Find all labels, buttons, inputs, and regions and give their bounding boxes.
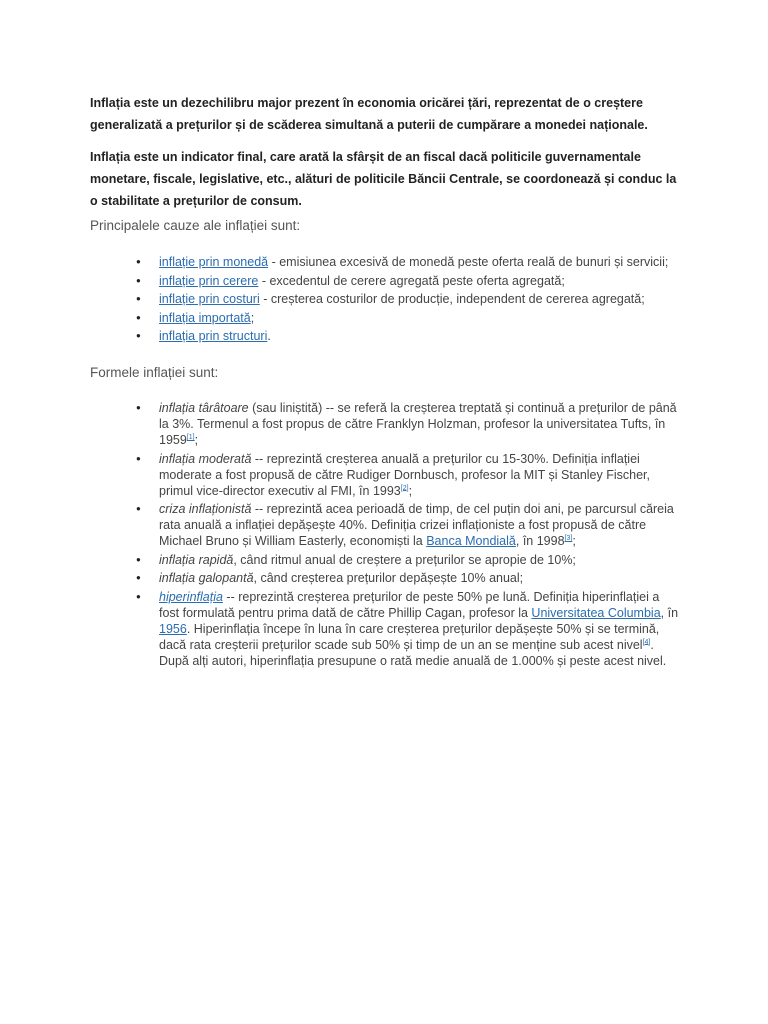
- list-item: [90, 328, 680, 344]
- link-inflatie-prin-cerere[interactable]: inflație prin cerere: [159, 273, 259, 288]
- item-text: .: [267, 329, 271, 343]
- item-text: , când creșterea prețurilor depășește 10% anual;: [253, 571, 524, 585]
- link-inflatia-importata[interactable]: inflația importată: [159, 310, 251, 325]
- forms-heading: Formele inflației sunt:: [90, 365, 219, 380]
- intro-paragraph: Inflația este un dezechilibru major prezent în economia oricărei țări, reprezentat de o creștere generalizată a prețurilor și de scăderea simultană a puterii de cumpărare a monedei naționale.: [90, 96, 648, 132]
- link-1956[interactable]: 1956: [159, 621, 187, 636]
- term-inflatia-moderata: inflația moderată: [159, 451, 252, 466]
- list-item: [90, 552, 680, 568]
- term-inflatia-rapida: inflația rapidă: [159, 552, 234, 567]
- link-hiperinflatia[interactable]: hiperinflația: [159, 589, 223, 604]
- term-inflatia-taratoare: inflația târâtoare: [159, 401, 249, 415]
- causes-heading: Principalele cauze ale inflației sunt:: [90, 218, 301, 233]
- causes-list: [90, 254, 680, 347]
- item-text: ;: [250, 310, 255, 325]
- item-text: . Hiperinflația începe în luna în care creșterea prețurilor depășește 50% și se termină, dacă rata creșterii prețurilor scade sub 50% și timp de un an se menține sub acest nivel: [159, 621, 660, 652]
- list-item: [90, 254, 680, 270]
- reference-link[interactable]: [1]: [186, 433, 195, 441]
- list-item: [90, 310, 680, 326]
- list-item: [90, 291, 680, 307]
- item-text: - excedentul de cerere agregată peste oferta agregată;: [258, 273, 565, 288]
- item-text: -- reprezintă creșterea prețurilor de peste 50% pe lună. Definiția hiperinflației a fost formulată pentru prima dată de către Phillip Cagan, profesor la: [159, 589, 660, 620]
- term-criza-inflationista: criza inflaționistă: [159, 502, 252, 516]
- link-universitatea-columbia[interactable]: Universitatea Columbia: [531, 605, 661, 620]
- link-inflatia-prin-structuri[interactable]: inflația prin structuri: [159, 329, 268, 343]
- item-text: , în 1998: [515, 534, 565, 548]
- item-text: , în: [660, 605, 679, 620]
- item-text: , când ritmul anual de creștere a prețurilor se apropie de 10%;: [233, 552, 576, 567]
- reference-link[interactable]: [3]: [564, 534, 573, 542]
- item-text: - creșterea costurilor de producție, independent de cererea agregată;: [259, 292, 645, 306]
- item-text: . După alți autori, hiperinflația presupune o rată medie anuală de 1.000% și peste acest nivel.: [159, 637, 667, 668]
- item-text: -- reprezintă acea perioadă de timp, de cel puțin doi ani, pe parcursul căreia rata anuală a inflației depășește 40%. Definiția crizei inflaționiste a fost propusă de către Michael Bruno și William Easterly, economiști la: [159, 502, 674, 548]
- item-text: - emisiunea excesivă de monedă peste oferta reală de bunuri și servicii;: [268, 255, 669, 269]
- list-item: [90, 589, 680, 669]
- item-text-end: ;: [194, 433, 199, 447]
- link-inflatie-prin-moneda[interactable]: inflație prin monedă: [159, 255, 269, 269]
- reference-link[interactable]: [2]: [400, 484, 409, 492]
- forms-list: [90, 400, 680, 671]
- item-text: -- reprezintă creșterea anuală a prețurilor cu 15-30%. Definiția inflației moderate a fost propusă de către Rudiger Dornbusch, profesor la MIT și Stanley Fischer, primul vice-director executiv al FMI, în 1993: [159, 451, 650, 498]
- list-item: [90, 273, 680, 289]
- reference-link[interactable]: [4]: [642, 638, 651, 646]
- list-item: [90, 501, 680, 549]
- term-inflatia-galopanta: inflația galopantă: [159, 571, 254, 585]
- link-banca-mondiala[interactable]: Banca Mondială: [426, 534, 516, 548]
- link-inflatie-prin-costuri[interactable]: inflație prin costuri: [159, 292, 260, 306]
- list-item: [90, 400, 680, 448]
- list-item: [90, 451, 680, 499]
- list-item: [90, 570, 680, 586]
- item-text-end: ;: [408, 483, 413, 498]
- item-text: (sau liniștită) -- se referă la creșterea treptată și continuă a prețurilor de până la 3%. Termenul a fost propus de către Franklyn Holzman, profesor la universitatea Tufts, în 1959: [159, 401, 677, 447]
- indicator-paragraph: Inflația este un indicator final, care arată la sfârșit de an fiscal dacă politicile guvernamentale monetare, fiscale, legislative, etc., alături de politicile Băncii Centrale, se coordonează și conduc la o stabilitate a prețurilor de consum.: [90, 150, 677, 208]
- item-text-end: ;: [572, 534, 576, 548]
